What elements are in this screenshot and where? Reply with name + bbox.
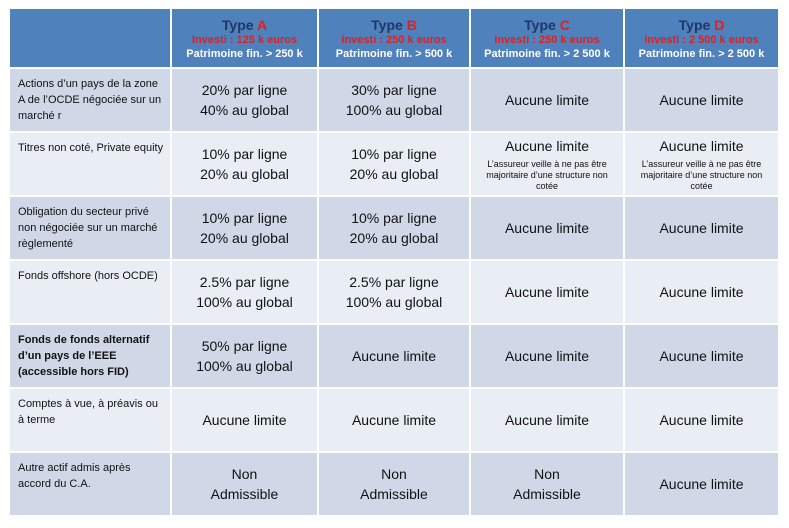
table-cell	[172, 197, 317, 259]
table-cell	[471, 197, 623, 259]
cell-line-2: Admissible	[210, 486, 279, 502]
cell-line-1: 10% par ligne	[201, 210, 288, 226]
cell-line-1: Aucune limite	[504, 348, 590, 364]
type-b-invest: Investi : 250 k euros	[341, 33, 447, 46]
header-type-a	[172, 9, 317, 67]
type-c-title	[471, 17, 623, 33]
type-letter: A	[256, 16, 268, 33]
type-letter: B	[406, 16, 417, 33]
row-label: Actions d’un pays de la zone A de l’OCDE négociée sur un marché r	[10, 69, 170, 131]
cell-line-1: Aucune limite	[659, 412, 744, 428]
investment-limits-table	[8, 7, 780, 517]
cell-line-2: 100% au global	[345, 294, 443, 310]
cell-line-1: 10% par ligne	[351, 210, 437, 226]
header-type-c	[471, 9, 623, 67]
table-cell	[471, 453, 623, 515]
cell-line-1: Aucune limite	[504, 92, 590, 108]
type-word: Type	[524, 16, 556, 33]
cell-line-2: 20% au global	[200, 166, 289, 182]
row-label: Obligation du secteur privé non négociée sur un marché règlementé	[10, 197, 170, 259]
cell-note: L’assureur veille à ne pas être majoritaire d’une structure non cotée	[486, 159, 608, 191]
table-cell	[172, 69, 317, 131]
row-label: Autre actif admis après accord du C.A.	[10, 453, 170, 515]
type-word: Type	[371, 16, 403, 33]
cell-line-1: 30% par ligne	[351, 82, 437, 98]
type-d-title	[625, 17, 778, 33]
type-b-title	[319, 17, 469, 33]
table-cell	[319, 325, 469, 387]
row-label: Comptes à vue, à préavis ou à terme	[10, 389, 170, 451]
row-label: Fonds offshore (hors OCDE)	[10, 261, 170, 323]
row-label: Fonds de fonds alternatif d’un pays de l’EEE (accessible hors FID)	[10, 325, 170, 387]
table-cell	[172, 133, 317, 195]
cell-line-1: Aucune limite	[351, 412, 437, 428]
cell-line-2: 40% au global	[200, 102, 289, 118]
cell-line-1: 10% par ligne	[351, 146, 437, 162]
type-word: Type	[221, 16, 254, 33]
cell-line-1: Aucune limite	[659, 92, 744, 108]
table-cell	[471, 133, 623, 195]
table-row	[10, 261, 778, 323]
cell-line-2: 100% au global	[345, 102, 443, 118]
table-cell	[172, 453, 317, 515]
cell-line-2: 20% au global	[349, 230, 439, 246]
cell-line-2: Admissible	[360, 486, 428, 502]
cell-note: L’assureur veille à ne pas être majoritaire d’une structure non cotée	[640, 159, 763, 191]
type-d-patrimoine: Patrimoine fin. > 2 500 k	[638, 47, 765, 60]
cell-line-1: Aucune limite	[659, 220, 744, 236]
cell-line-1: Non	[381, 466, 407, 482]
table-cell	[625, 453, 778, 515]
cell-line-1: 20% par ligne	[201, 82, 288, 98]
type-d-invest: Investi : 2 500 k euros	[644, 33, 759, 46]
cell-line-2: Admissible	[513, 486, 581, 502]
cell-line-2: 20% au global	[349, 166, 439, 182]
table-cell	[319, 453, 469, 515]
type-c-invest: Investi : 250 k euros	[494, 33, 600, 46]
table-cell	[319, 197, 469, 259]
type-letter: C	[559, 16, 570, 33]
table-row	[10, 133, 778, 195]
cell-line-1: 2.5% par ligne	[349, 274, 439, 290]
header-type-b	[319, 9, 469, 67]
cell-line-1: Aucune limite	[504, 220, 590, 236]
table-cell	[319, 389, 469, 451]
table-cell	[471, 389, 623, 451]
cell-line-1: Non	[231, 466, 258, 482]
investment-limits-table-container	[8, 7, 780, 517]
cell-line-1: Aucune limite	[504, 412, 590, 428]
row-label: Titres non coté, Private equity	[10, 133, 170, 195]
table-row	[10, 389, 778, 451]
header-type-d	[625, 9, 778, 67]
table-cell	[625, 261, 778, 323]
cell-line-1: Aucune limite	[351, 348, 437, 364]
table-cell	[471, 325, 623, 387]
type-a-title	[172, 17, 317, 33]
cell-line-1: 2.5% par ligne	[199, 274, 290, 290]
cell-line-1: Aucune limite	[659, 348, 744, 364]
cell-line-2: 100% au global	[196, 358, 293, 374]
cell-line-1: Aucune limite	[659, 476, 744, 492]
cell-line-1: Aucune limite	[659, 284, 744, 300]
table-cell	[172, 389, 317, 451]
table-cell	[625, 389, 778, 451]
table-row	[10, 325, 778, 387]
table-cell	[319, 133, 469, 195]
table-cell	[625, 133, 778, 195]
type-letter: D	[714, 16, 725, 33]
table-cell	[172, 261, 317, 323]
table-cell	[471, 69, 623, 131]
table-cell	[625, 325, 778, 387]
cell-line-1: Aucune limite	[504, 284, 590, 300]
type-a-invest: Investi : 125 k euros	[191, 33, 298, 46]
table-row	[10, 69, 778, 131]
cell-line-2: 20% au global	[200, 230, 289, 246]
header-row	[10, 9, 778, 67]
type-c-patrimoine: Patrimoine fin. > 2 500 k	[484, 47, 610, 60]
cell-line-1: 10% par ligne	[201, 146, 288, 162]
type-word: Type	[678, 16, 711, 33]
cell-line-1: 50% par ligne	[201, 338, 288, 354]
table-cell	[625, 69, 778, 131]
header-corner-cell	[10, 9, 170, 67]
cell-line-1: Aucune limite	[504, 138, 590, 154]
type-a-patrimoine: Patrimoine fin. > 250 k	[186, 47, 303, 60]
cell-line-2: 100% au global	[196, 294, 293, 310]
table-cell	[471, 261, 623, 323]
table-cell	[172, 325, 317, 387]
cell-line-1: Non	[534, 466, 560, 482]
table-cell	[319, 261, 469, 323]
cell-line-1: Aucune limite	[659, 138, 744, 154]
table-row	[10, 453, 778, 515]
cell-line-1: Aucune limite	[202, 412, 287, 428]
type-b-patrimoine: Patrimoine fin. > 500 k	[335, 47, 453, 60]
table-row	[10, 197, 778, 259]
table-cell	[625, 197, 778, 259]
table-cell	[319, 69, 469, 131]
